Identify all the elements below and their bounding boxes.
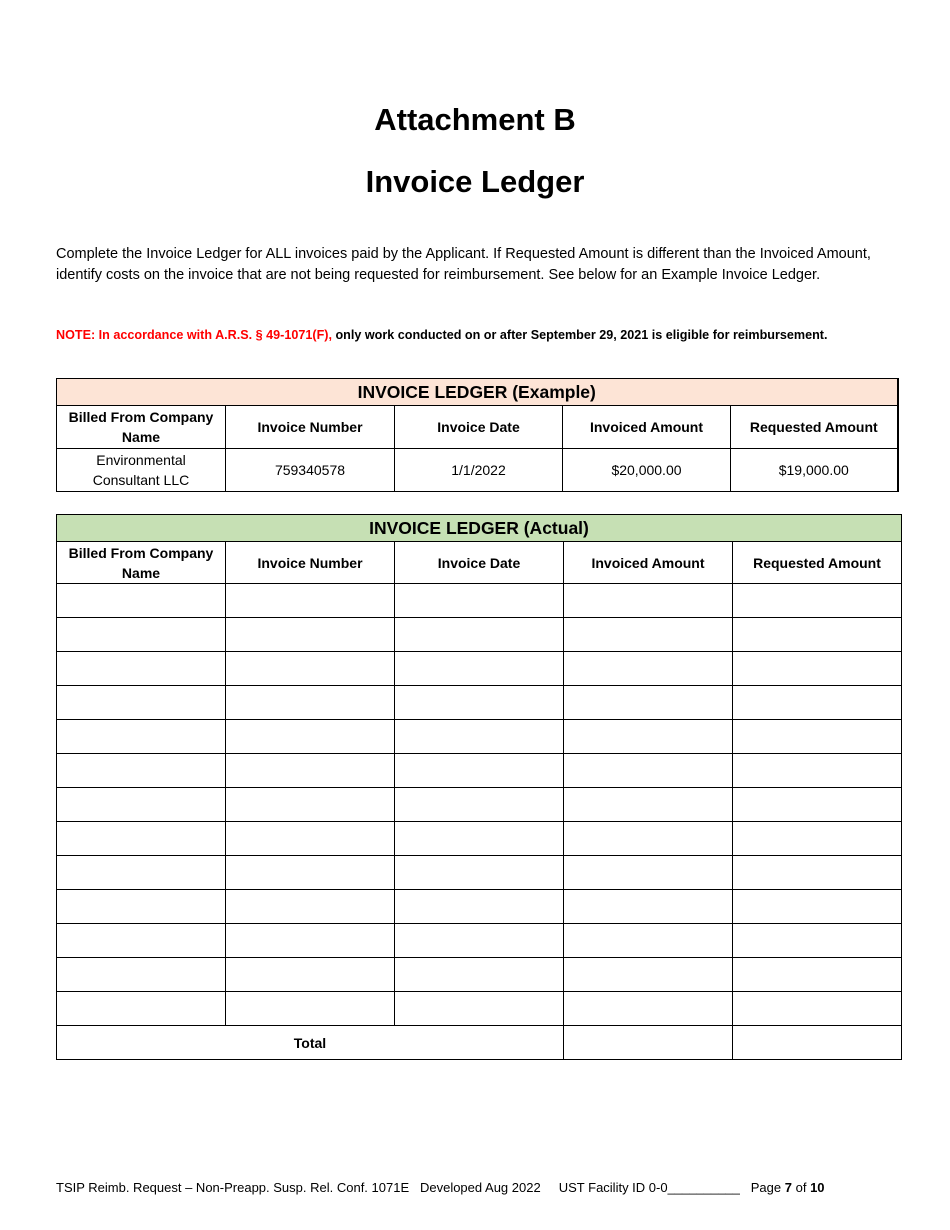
entry-cell-billed-from[interactable] [57, 754, 226, 788]
col-header-invoice-number: Invoice Number [226, 406, 395, 449]
cell-requested-amount: $19,000.00 [731, 449, 898, 492]
entry-cell-requested-amount[interactable] [733, 856, 902, 890]
entry-cell-invoice-number[interactable] [226, 720, 395, 754]
entry-cell-requested-amount[interactable] [733, 720, 902, 754]
entry-cell-invoice-number[interactable] [226, 822, 395, 856]
entry-cell-invoice-date[interactable] [395, 958, 564, 992]
footer-page-label: Page [750, 1180, 782, 1195]
page-subtitle: Invoice Ledger [365, 164, 585, 199]
entry-cell-requested-amount[interactable] [733, 754, 902, 788]
col-header-requested-amount: Requested Amount [733, 542, 902, 584]
total-requested-input[interactable] [733, 1026, 902, 1060]
table-row [57, 788, 902, 822]
footer-page-total: 10 [810, 1180, 825, 1195]
table-row [57, 822, 902, 856]
entry-cell-invoice-number[interactable] [226, 788, 395, 822]
col-header-requested-amount: Requested Amount [731, 406, 898, 449]
entry-cell-invoice-date[interactable] [395, 754, 564, 788]
entry-cell-billed-from[interactable] [57, 924, 226, 958]
entry-cell-invoice-date[interactable] [395, 686, 564, 720]
note-red-text: NOTE: In accordance with A.R.S. § 49-1071(F), [56, 328, 332, 342]
entry-cell-invoiced-amount[interactable] [564, 754, 733, 788]
entry-cell-invoice-number[interactable] [226, 686, 395, 720]
entry-cell-billed-from[interactable] [57, 890, 226, 924]
col-header-billed-from: Billed From Company Name [57, 542, 226, 584]
footer-form-name: TSIP Reimb. Request – Non-Preapp. Susp. Rel. Conf. 1071E [56, 1180, 410, 1195]
entry-cell-invoiced-amount[interactable] [564, 924, 733, 958]
entry-cell-billed-from[interactable] [57, 822, 226, 856]
entry-cell-billed-from[interactable] [57, 788, 226, 822]
entry-cell-invoiced-amount[interactable] [564, 720, 733, 754]
entry-cell-requested-amount[interactable] [733, 890, 902, 924]
footer-developed: Developed Aug 2022 [419, 1180, 541, 1195]
table-row [57, 652, 902, 686]
col-header-invoice-date: Invoice Date [395, 542, 564, 584]
table-row [57, 686, 902, 720]
entry-cell-billed-from[interactable] [57, 958, 226, 992]
entry-cell-invoice-number[interactable] [226, 856, 395, 890]
footer-facility-id: UST Facility ID 0-0__________ [558, 1180, 740, 1195]
entry-cell-invoice-number[interactable] [226, 618, 395, 652]
table-row [57, 856, 902, 890]
cell-billed-from: Environmental Consultant LLC [57, 449, 226, 492]
entry-cell-invoice-date[interactable] [395, 890, 564, 924]
table-row [57, 992, 902, 1026]
table-row [57, 584, 902, 618]
entry-cell-billed-from[interactable] [57, 652, 226, 686]
entry-cell-invoice-number[interactable] [226, 754, 395, 788]
entry-cell-billed-from[interactable] [57, 856, 226, 890]
entry-cell-invoiced-amount[interactable] [564, 652, 733, 686]
entry-cell-invoice-date[interactable] [395, 924, 564, 958]
entry-cell-billed-from[interactable] [57, 992, 226, 1026]
entry-cell-requested-amount[interactable] [733, 618, 902, 652]
entry-cell-requested-amount[interactable] [733, 584, 902, 618]
note-black-text: only work conducted on or after September 29, 2021 is eligible for reimbursement. [331, 328, 828, 342]
col-header-billed-from: Billed From Company Name [57, 406, 226, 449]
entry-cell-invoiced-amount[interactable] [564, 788, 733, 822]
entry-cell-invoice-number[interactable] [226, 890, 395, 924]
cell-invoice-number: 759340578 [226, 449, 395, 492]
entry-cell-invoiced-amount[interactable] [564, 856, 733, 890]
entry-cell-billed-from[interactable] [57, 618, 226, 652]
entry-cell-requested-amount[interactable] [733, 958, 902, 992]
actual-ledger-table [56, 514, 902, 1060]
total-row [57, 1026, 902, 1060]
cell-invoice-date: 1/1/2022 [395, 449, 563, 492]
entry-cell-invoice-date[interactable] [395, 584, 564, 618]
entry-cell-requested-amount[interactable] [733, 788, 902, 822]
table-row [57, 754, 902, 788]
col-header-invoice-date: Invoice Date [395, 406, 563, 449]
table-row [57, 720, 902, 754]
entry-cell-invoiced-amount[interactable] [564, 992, 733, 1026]
table-row [57, 618, 902, 652]
total-invoiced-input[interactable] [564, 1026, 733, 1060]
col-header-invoiced-amount: Invoiced Amount [563, 406, 731, 449]
page-title: Attachment B [374, 102, 576, 137]
entry-cell-invoice-date[interactable] [395, 788, 564, 822]
footer-of-label: of [795, 1180, 807, 1195]
entry-cell-billed-from[interactable] [57, 686, 226, 720]
entry-cell-billed-from[interactable] [57, 584, 226, 618]
total-label: Total [57, 1026, 564, 1060]
eligibility-note [56, 327, 916, 343]
entry-cell-requested-amount[interactable] [733, 924, 902, 958]
entry-cell-invoiced-amount[interactable] [564, 890, 733, 924]
actual-ledger-caption: INVOICE LEDGER (Actual) [57, 515, 902, 542]
entry-cell-requested-amount[interactable] [733, 686, 902, 720]
entry-cell-invoice-number[interactable] [226, 584, 395, 618]
footer-page-number: 7 [784, 1180, 792, 1195]
entry-cell-invoiced-amount[interactable] [564, 618, 733, 652]
example-ledger-caption: INVOICE LEDGER (Example) [57, 379, 898, 406]
entry-cell-invoice-date[interactable] [395, 652, 564, 686]
entry-cell-invoice-date[interactable] [395, 856, 564, 890]
entry-cell-invoice-number[interactable] [226, 958, 395, 992]
example-ledger-table [56, 378, 899, 492]
entry-cell-invoice-date[interactable] [395, 720, 564, 754]
entry-cell-invoiced-amount[interactable] [564, 958, 733, 992]
table-row [57, 958, 902, 992]
entry-cell-invoice-number[interactable] [226, 652, 395, 686]
table-row [57, 890, 902, 924]
entry-cell-invoice-date[interactable] [395, 992, 564, 1026]
entry-cell-requested-amount[interactable] [733, 652, 902, 686]
table-row [57, 924, 902, 958]
entry-cell-invoiced-amount[interactable] [564, 584, 733, 618]
entry-cell-requested-amount[interactable] [733, 992, 902, 1026]
entry-cell-requested-amount[interactable] [733, 822, 902, 856]
intro-paragraph: Complete the Invoice Ledger for ALL invoices paid by the Applicant. If Requested Amount is different than the Invoiced Amount, identify costs on the invoice that are not being requested for reimbursement. See below for an Example Invoice Ledger. [56, 246, 871, 283]
page-footer [56, 1180, 825, 1195]
entry-cell-billed-from[interactable] [57, 720, 226, 754]
col-header-invoiced-amount: Invoiced Amount [564, 542, 733, 584]
entry-cell-invoice-number[interactable] [226, 992, 395, 1026]
entry-cell-invoiced-amount[interactable] [564, 686, 733, 720]
entry-cell-invoice-date[interactable] [395, 618, 564, 652]
col-header-invoice-number: Invoice Number [226, 542, 395, 584]
cell-invoiced-amount: $20,000.00 [563, 449, 731, 492]
table-row [57, 449, 898, 492]
entry-cell-invoice-number[interactable] [226, 924, 395, 958]
entry-cell-invoiced-amount[interactable] [564, 822, 733, 856]
entry-cell-invoice-date[interactable] [395, 822, 564, 856]
